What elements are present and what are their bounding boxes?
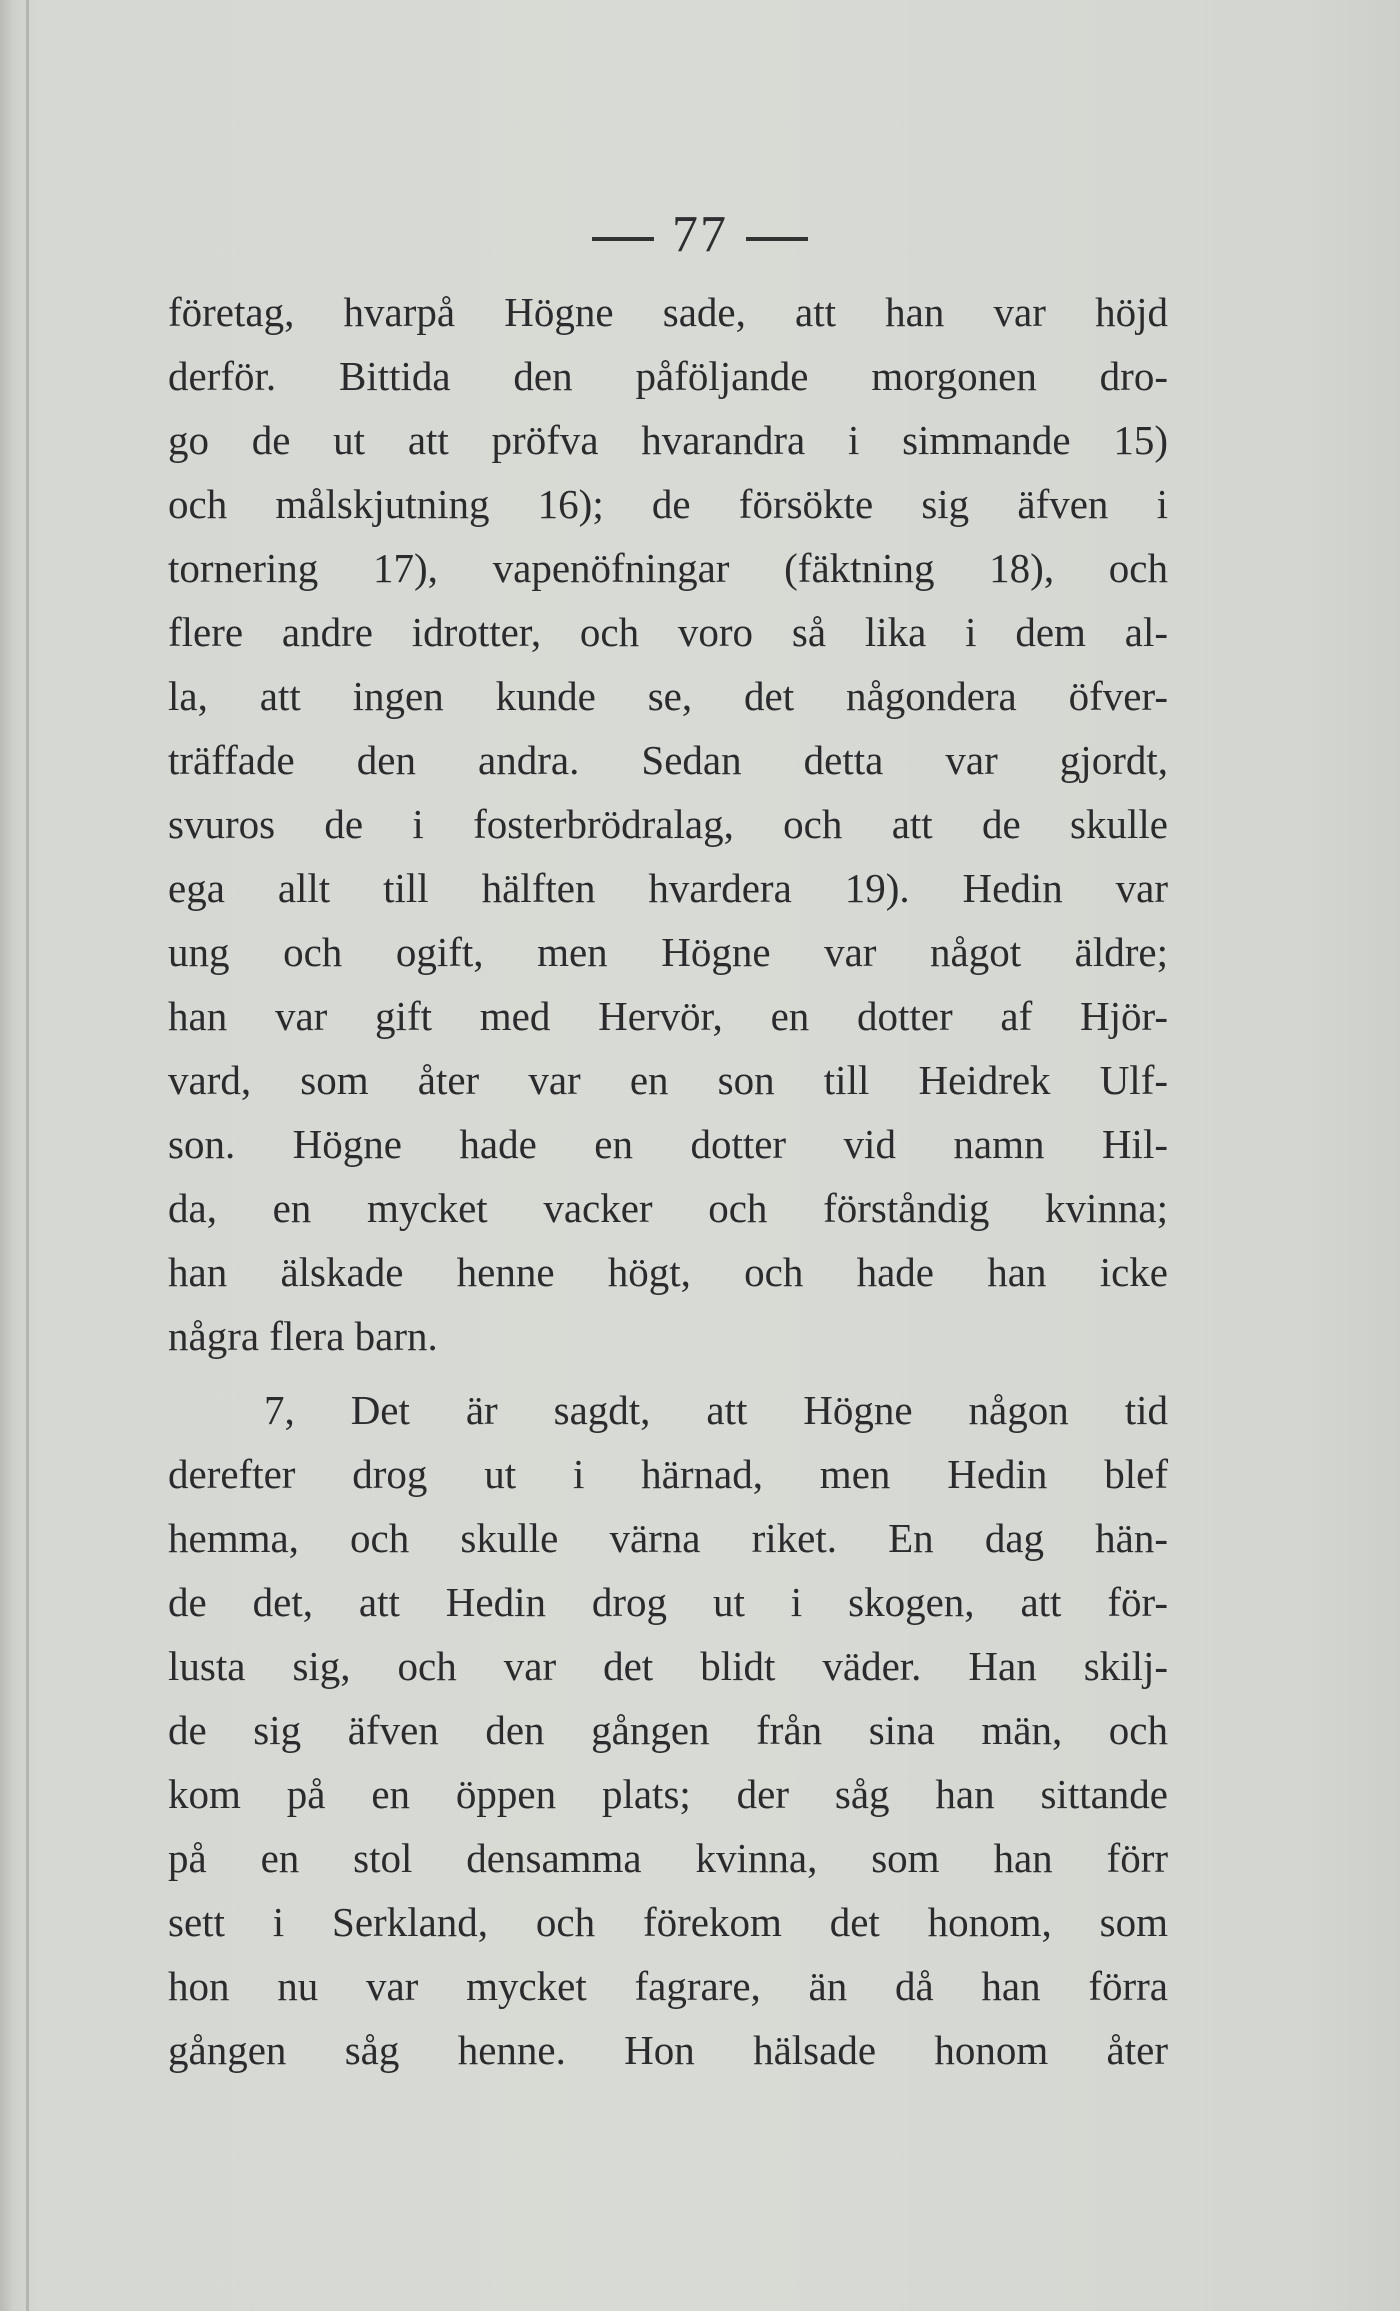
text-line: go de ut att pröfva hvarandra i simmande 15) xyxy=(168,417,1168,463)
header-dash-right xyxy=(746,237,808,241)
text-line: gången såg henne. Hon hälsade honom åter xyxy=(168,2027,1168,2073)
text-line: några flera barn. xyxy=(168,1313,438,1359)
text-line: tornering 17), vapenöfningar (fäktning 18), och xyxy=(168,545,1168,591)
text-line: och målskjutning 16); de försökte sig äfven i xyxy=(168,481,1168,527)
page-number-header xyxy=(0,205,1400,264)
text-line: sett i Serkland, och förekom det honom, som xyxy=(168,1899,1168,1945)
body-text xyxy=(168,280,1168,2082)
text-line: son. Högne hade en dotter vid namn Hil- xyxy=(168,1121,1168,1167)
text-line: vard, som åter var en son till Heidrek Ulf- xyxy=(168,1057,1168,1103)
paragraph-gap xyxy=(168,1368,1168,1378)
text-line: de det, att Hedin drog ut i skogen, att för- xyxy=(168,1579,1168,1625)
paragraph-1 xyxy=(168,280,1168,1368)
text-line: derefter drog ut i härnad, men Hedin blef xyxy=(168,1451,1168,1497)
text-line: svuros de i fosterbrödralag, och att de skulle xyxy=(168,801,1168,847)
text-line: da, en mycket vacker och förståndig kvinna; xyxy=(168,1185,1168,1231)
text-line: 7, Det är sagdt, att Högne någon tid xyxy=(264,1387,1168,1433)
text-line: hon nu var mycket fagrare, än då han förra xyxy=(168,1963,1168,2009)
text-line: han var gift med Hervör, en dotter af Hjör- xyxy=(168,993,1168,1039)
text-line: derför. Bittida den påföljande morgonen dro- xyxy=(168,353,1168,399)
text-line: ung och ogift, men Högne var något äldre; xyxy=(168,929,1168,975)
page-binding-edge xyxy=(26,0,29,2311)
text-line: hemma, och skulle värna riket. En dag hän- xyxy=(168,1515,1168,1561)
text-line: han älskade henne högt, och hade han icke xyxy=(168,1249,1168,1295)
text-line: flere andre idrotter, och voro så lika i dem al- xyxy=(168,609,1168,655)
text-line: företag, hvarpå Högne sade, att han var höjd xyxy=(168,289,1168,335)
text-line: de sig äfven den gången från sina män, och xyxy=(168,1707,1168,1753)
text-line: träffade den andra. Sedan detta var gjordt, xyxy=(168,737,1168,783)
text-line: kom på en öppen plats; der såg han sittande xyxy=(168,1771,1168,1817)
text-line: ega allt till hälften hvardera 19). Hedin var xyxy=(168,865,1168,911)
page-number: 77 xyxy=(672,206,728,263)
header-dash-left xyxy=(592,237,654,241)
text-line: lusta sig, och var det blidt väder. Han skilj- xyxy=(168,1643,1168,1689)
text-line: på en stol densamma kvinna, som han förr xyxy=(168,1835,1168,1881)
text-line: la, att ingen kunde se, det någondera öfver- xyxy=(168,673,1168,719)
paragraph-2 xyxy=(168,1378,1168,2082)
